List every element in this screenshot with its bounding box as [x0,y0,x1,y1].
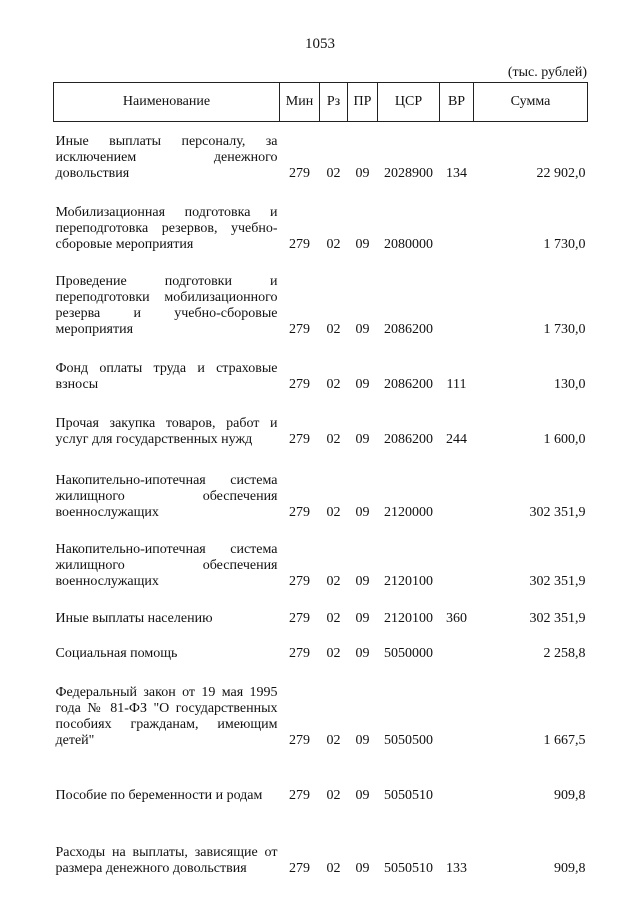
row-pr: 09 [355,611,370,626]
units-label: (тыс. рублей) [507,65,587,80]
header-csr: ЦСР [378,83,440,122]
row-sum: 909,8 [554,788,586,803]
row-csr: 2120100 [384,611,433,626]
row-pr: 09 [355,237,370,252]
row-min: 279 [289,432,310,447]
row-vr [440,632,474,667]
row-vr: 134 [446,166,467,181]
row-min: 279 [289,646,310,661]
row-sum: 1 667,5 [543,733,586,748]
row-rz: 02 [326,788,341,803]
row-csr: 2086200 [384,432,433,447]
row-min: 279 [289,505,310,520]
table-row [54,258,588,343]
row-name: Пособие по беременности и родам [55,788,263,803]
row-pr: 09 [355,432,370,447]
row-pr: 09 [355,574,370,589]
row-vr: 133 [446,861,467,876]
row-csr: 2120100 [384,574,433,589]
row-name: Накопительно-ипотечная система жилищного обеспечения военнослужащих [55,473,278,520]
row-rz: 02 [326,574,341,589]
row-pr: 09 [355,505,370,520]
row-csr: 2080000 [384,237,433,252]
table-row [54,343,588,398]
row-sum: 1 730,0 [543,237,586,252]
row-name: Накопительно-ипотечная система жилищного обеспечения военнослужащих [55,542,278,589]
row-name: Мобилизационная подготовка и переподготовка резервов, учебно-сборовые мероприятия [55,205,278,252]
row-pr: 09 [355,377,370,392]
row-min: 279 [289,377,310,392]
table-row [54,187,588,258]
budget-table [53,82,588,882]
row-sum: 1 730,0 [543,322,586,337]
row-vr [440,754,474,809]
header-vr: ВР [440,83,474,122]
row-csr: 2028900 [384,166,433,181]
row-sum: 2 258,8 [543,646,586,661]
page-number: 1053 [305,36,335,52]
header-name: Наименование [54,83,280,122]
row-rz: 02 [326,861,341,876]
row-sum: 22 902,0 [536,166,586,181]
row-vr [440,667,474,754]
row-name: Расходы на выплаты, зависящие от размера денежного довольствия [55,845,278,876]
row-rz: 02 [326,505,341,520]
row-csr: 2086200 [384,377,433,392]
row-name: Фонд оплаты труда и страховые взносы [55,361,278,392]
row-rz: 02 [326,166,341,181]
table-row [54,632,588,667]
header-min: Мин [280,83,320,122]
header-pr: ПР [348,83,378,122]
row-pr: 09 [355,322,370,337]
row-name: Федеральный закон от 19 мая 1995 года № 81-ФЗ "О государственных пособиях гражданам, имеющим детей" [55,685,278,748]
row-rz: 02 [326,377,341,392]
row-pr: 09 [355,646,370,661]
table-row [54,453,588,526]
row-name: Социальная помощь [55,646,178,661]
row-sum: 302 351,9 [529,505,586,520]
row-vr [440,453,474,526]
row-rz: 02 [326,646,341,661]
table-row [54,122,588,188]
row-csr: 2086200 [384,322,433,337]
row-pr: 09 [355,788,370,803]
row-min: 279 [289,574,310,589]
row-rz: 02 [326,733,341,748]
header-rz: Рз [320,83,348,122]
table-row [54,595,588,632]
table-row [54,398,588,453]
table-row [54,809,588,882]
row-csr: 5050510 [384,788,433,803]
row-name: Проведение подготовки и переподготовки мобилизационного резерва и учебно-сборовые мероприятия [55,274,278,337]
row-vr [440,258,474,343]
row-min: 279 [289,611,310,626]
row-min: 279 [289,861,310,876]
row-pr: 09 [355,861,370,876]
row-min: 279 [289,237,310,252]
row-min: 279 [289,166,310,181]
row-csr: 5050000 [384,646,433,661]
row-pr: 09 [355,733,370,748]
row-pr: 09 [355,166,370,181]
header-sum: Сумма [474,83,588,122]
row-sum: 909,8 [554,861,586,876]
row-name: Прочая закупка товаров, работ и услуг для государственных нужд [55,416,278,447]
row-sum: 302 351,9 [529,611,586,626]
row-rz: 02 [326,322,341,337]
row-csr: 5050510 [384,861,433,876]
row-csr: 2120000 [384,505,433,520]
row-sum: 1 600,0 [543,432,586,447]
row-sum: 130,0 [554,377,586,392]
row-sum: 302 351,9 [529,574,586,589]
table-row [54,526,588,595]
row-vr: 244 [446,432,467,447]
row-rz: 02 [326,611,341,626]
row-csr: 5050500 [384,733,433,748]
row-name: Иные выплаты персоналу, за исключением денежного довольствия [55,134,278,181]
row-vr: 360 [446,611,467,626]
table-row [54,667,588,754]
row-vr [440,187,474,258]
row-min: 279 [289,322,310,337]
row-rz: 02 [326,237,341,252]
row-min: 279 [289,788,310,803]
row-vr: 111 [446,377,467,392]
row-rz: 02 [326,432,341,447]
table-header-row [54,83,588,122]
row-min: 279 [289,733,310,748]
row-name: Иные выплаты населению [55,611,213,626]
table-row [54,754,588,809]
row-vr [440,526,474,595]
